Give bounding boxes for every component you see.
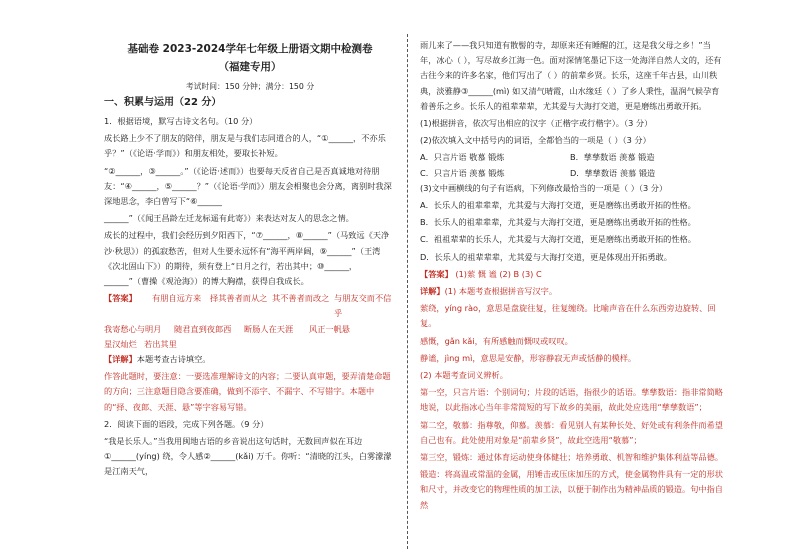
revision-option-a: A．长乐人的祖辈辈辈，尤其爱与大海打交道，更是磨练出勇敢开拓的性格。 bbox=[420, 200, 696, 211]
page-title: 基础卷 2023-2024学年七年级上册语文期中检测卷 bbox=[127, 43, 373, 55]
question-1-paragraph-2: “②______，③______。”（《论语·述而》）也要每天反省自己是否真诚地对待朋友：“④______，⑤______？”（《论语·学而》）朋友会相聚也会分离，离别时我深深地思念，李白曾写下“⑥______ bbox=[104, 165, 392, 207]
options-row-2 bbox=[420, 166, 724, 181]
explanation-1: 萦绕，yíng rào，意思是盘旋往复，往复缠绕。比喻声音在什么东西旁边旋转、回复。 bbox=[420, 303, 716, 329]
explanation-2: 感慨，gǎn kǎi，有所感触而慨叹或叹叹。 bbox=[420, 335, 573, 346]
question-1-paragraph-3: ______”（《闻王昌龄左迁龙标遥有此寄》）来表达对友人的思念之情。 bbox=[104, 213, 354, 224]
detail-paragraph: 作答此题时，要注意：一要选准理解诗文的内容；二要认真审题，要弄清楚命题的方向；三注意题目隐含要准确，做到不添字、不漏字、不写错字。本题中的“择、夜郎、天涯、悬”等字容易写错。 bbox=[104, 371, 391, 412]
answer-item: 风正一帆悬 bbox=[309, 323, 350, 334]
question-2-paragraph-1: “我是长乐人。”当我用闽地古语的乡音说出这句话时，无数回声似在耳边①______(yíng) 绕，令人感②______(kǎi) 万千。你听：“清晓的江头，白雾濛濛 是江南天气， bbox=[104, 436, 392, 477]
answer-item: 断肠人在天涯 bbox=[244, 323, 294, 334]
subquestion-2: (2)依次填入文中括号内的词语，全都恰当的一项是（ ）（3 分） bbox=[420, 135, 651, 146]
right-column bbox=[420, 38, 724, 515]
answer-label: 【答案】 bbox=[420, 268, 453, 279]
explanation-4: (2) 本题考查词义辨析。 bbox=[420, 370, 508, 381]
answer-item: 若出其里 bbox=[144, 338, 177, 349]
explanation-5: 第一空，只言片语：个别词句；片段的话语，指很少的话语。孳孳数语：指非常简略地说，以此指冰心当年非常简短的写下故乡的美丽，故此处应选用“孳孳数语”； bbox=[420, 387, 723, 413]
detail-line bbox=[420, 284, 724, 299]
revision-option-d: D．长乐人的祖辈辈辈，尤其爱与大海打交道，更是体现出开拓勇敢。 bbox=[420, 251, 672, 262]
detail-text: 本题考查古诗填空。 bbox=[136, 354, 211, 365]
subquestion-1: (1)根据拼音，依次写出相应的汉字（正楷字或行楷字）。（3 分） bbox=[420, 118, 653, 129]
question-1-paragraph-1: 成长路上少不了朋友的陪伴，朋友是与我们志同道合的人，“①______，不亦乐乎？”（《论语·学而》）和朋友相处，要取长补短。 bbox=[104, 133, 386, 159]
answer-item: 星汉灿烂 bbox=[104, 338, 137, 349]
question-2-heading: 2．阅读下面的语段，完成下列各题。（9 分） bbox=[104, 418, 269, 429]
explanation-6: 第二空，敬慕：指尊敬，仰慕。羡慕：看见别人有某种长处、好处或有利条件而希望自己也有。此处使用对象是“前辈乡贤”，故此空选用“敬慕”； bbox=[420, 419, 723, 445]
answer-line bbox=[420, 267, 724, 282]
answer-item: 我寄愁心与明月 bbox=[104, 323, 162, 334]
answer-item: 择其善者而从之 bbox=[210, 293, 268, 304]
option-c: C．只言片语 羡慕 锻炼 bbox=[420, 167, 505, 178]
subquestion-3: (3)文中画横线的句子有语病，下列修改最恰当的一项是（ ）（3 分） bbox=[420, 182, 668, 193]
answer-item: 其不善者而改之 bbox=[272, 293, 330, 304]
explanation-3: 静谧，jìng mì，意思是安静，形容静寂无声或恬静的模样。 bbox=[420, 352, 637, 363]
question-1-paragraph-4: 成长的过程中，我们会经历到夕阳西下，“⑦______，⑧______”（马致远《天净沙·秋思》）的孤寂愁苦，但对人生要永远怀有“海平两岸阔，⑨______”（王湾《次北固山下》）的期待，须有登上“日月之行，若出其中；⑩______，______”（曹操《观沧海》）的博大胸襟，获得自我成长。 bbox=[104, 230, 390, 287]
exam-meta: 考试时间：150 分钟；满分：150 分 bbox=[185, 82, 315, 91]
revision-option-b: B．长乐人的祖辈辈辈，尤其爱与大海打交道，更是磨练出勇敢开拓的性格。 bbox=[420, 217, 696, 228]
question-1-heading: 1．根据语境，默写古诗文名句。（10 分） bbox=[104, 116, 258, 126]
answer-item: 随君直到夜郎西 bbox=[174, 323, 232, 334]
answer-text: (1)萦 慨 谧 (2) B (3) C bbox=[455, 268, 542, 279]
option-d: D．孳孳数语 羡慕 锻造 bbox=[570, 167, 656, 178]
revision-option-c: C．祖祖辈辈的长乐人，尤其爱与大海打交道，更是磨练出勇敢开拓的性格。 bbox=[420, 234, 696, 245]
detail-text: (1) 本题考查根据拼音写汉字。 bbox=[444, 286, 558, 297]
option-b: B．孳孳数语 羡慕 锻造 bbox=[570, 152, 655, 163]
detail-line bbox=[104, 352, 396, 367]
answer-block bbox=[104, 291, 396, 352]
passage-paragraph: 雨儿来了——我只知道有散髻的寺，却原来还有睡醒的江，这是我父母之乡！”当年，冰心（ ），写尽故乡江海一色。面对深情笔墨记下这一处海洋自然人文的，还有古往今来的许多名家，他们写出了（ ）的前辈乡贤。长乐，这座千年古县，山川秩典，淡雅静③______(mì) 如又清气晴霞，山水缘廷（ ）了乡人秉性，温润气候孕育着善乐之乡。长乐人的祖辈辈辈，尤其爱与大海打交道，更是磨练出勇敢开拓。 bbox=[420, 40, 722, 111]
options-row-1 bbox=[420, 150, 724, 165]
explanation-8: 锻造：将高温或常温的金属，用锤击或压床加压的方式，使金属物件具有一定的形状和尺寸，并改变它的物理性质的加工法，以便于制作出为精神品质的锻造。句中指自然 bbox=[420, 469, 723, 510]
section-heading: 一、积累与运用（22 分） bbox=[104, 97, 222, 108]
page-subtitle: （福建专用） bbox=[218, 61, 282, 73]
column-divider bbox=[407, 34, 408, 549]
detail-label: 详解】 bbox=[420, 286, 445, 297]
detail-label: 【详解】 bbox=[104, 354, 137, 365]
option-a: A．只言片语 敬慕 锻炼 bbox=[420, 152, 505, 163]
explanation-7: 第三空，锻炼：通过体育运动使身体健壮；培养勇敢、机智和维护集体利益等品德。 bbox=[420, 452, 723, 463]
left-column bbox=[104, 38, 396, 482]
answer-item: 与朋友交而不信乎 bbox=[334, 293, 392, 319]
answer-item: 有朋自远方来 bbox=[152, 293, 202, 304]
answer-label: 【答案】 bbox=[104, 293, 137, 304]
